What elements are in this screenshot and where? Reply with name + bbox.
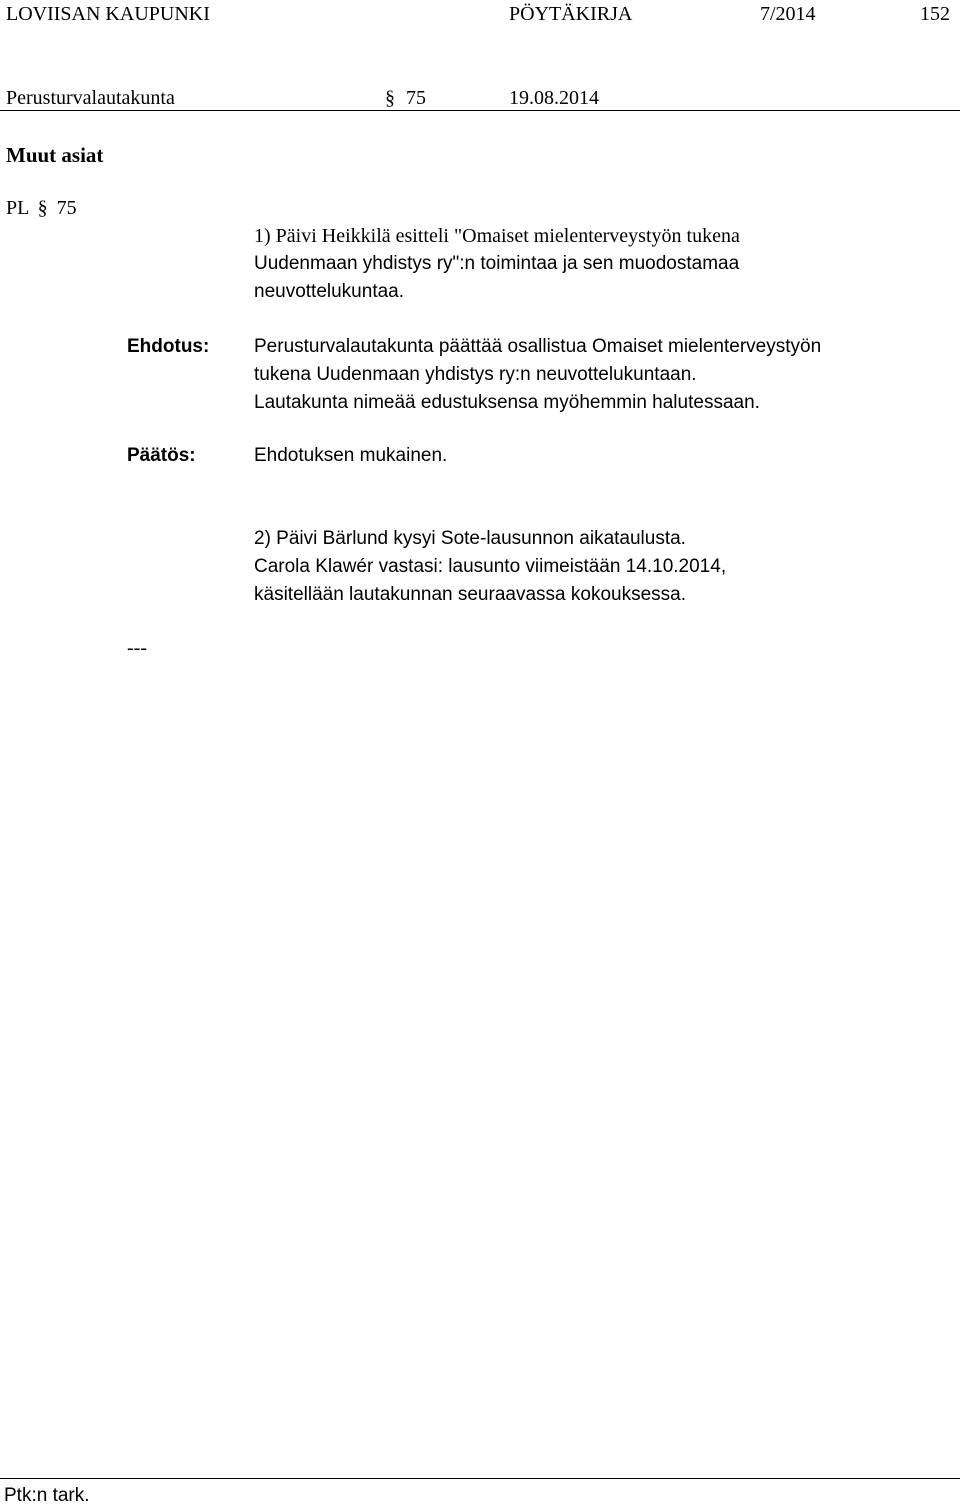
proposal-label: Ehdotus: — [127, 336, 210, 357]
meeting-date: 19.08.2014 — [509, 87, 599, 109]
header-divider — [0, 110, 960, 111]
item2-line-2: Carola Klawér vastasi: lausunto viimeistään 14.10.2014, — [254, 556, 727, 577]
section-title: Muut asiat — [6, 143, 104, 167]
section-reference — [385, 84, 426, 112]
footer-label: Ptk:n tark. — [4, 1485, 90, 1506]
section-number: 75 — [406, 87, 426, 109]
page-number: 152 — [920, 3, 950, 25]
organization-name: LOVIISAN KAUPUNKI — [6, 3, 210, 25]
paragraph-reference — [6, 194, 77, 222]
proposal-line-3: Lautakunta nimeää edustuksensa myöhemmin halutessaan. — [254, 392, 760, 413]
item2-line-1: 2) Päivi Bärlund kysyi Sote-lausunnon aikataulusta. — [254, 528, 686, 549]
paragraph-section-mark: § — [37, 197, 48, 219]
paragraph-number: 75 — [56, 197, 77, 219]
footer-divider — [0, 1478, 960, 1479]
decision-label: Päätös: — [127, 445, 196, 466]
item1-line-3: neuvottelukuntaa. — [254, 281, 405, 302]
separator: --- — [127, 637, 147, 659]
proposal-line-2: tukena Uudenmaan yhdistys ry:n neuvottelukuntaan. — [254, 364, 697, 385]
paragraph-label: PL — [6, 197, 29, 219]
meeting-number: 7/2014 — [760, 3, 816, 25]
section-mark: § — [385, 87, 395, 109]
decision-text: Ehdotuksen mukainen. — [254, 445, 448, 466]
document-type: PÖYTÄKIRJA — [509, 3, 633, 25]
committee-name: Perusturvalautakunta — [6, 87, 175, 109]
item1-line-1: 1) Päivi Heikkilä esitteli "Omaiset mielenterveystyön tukena — [254, 225, 740, 247]
item1-line-2: Uudenmaan yhdistys ry":n toimintaa ja sen muodostamaa — [254, 253, 740, 274]
proposal-line-1: Perusturvalautakunta päättää osallistua Omaiset mielenterveystyön — [254, 336, 822, 357]
item2-line-3: käsitellään lautakunnan seuraavassa kokouksessa. — [254, 584, 686, 605]
